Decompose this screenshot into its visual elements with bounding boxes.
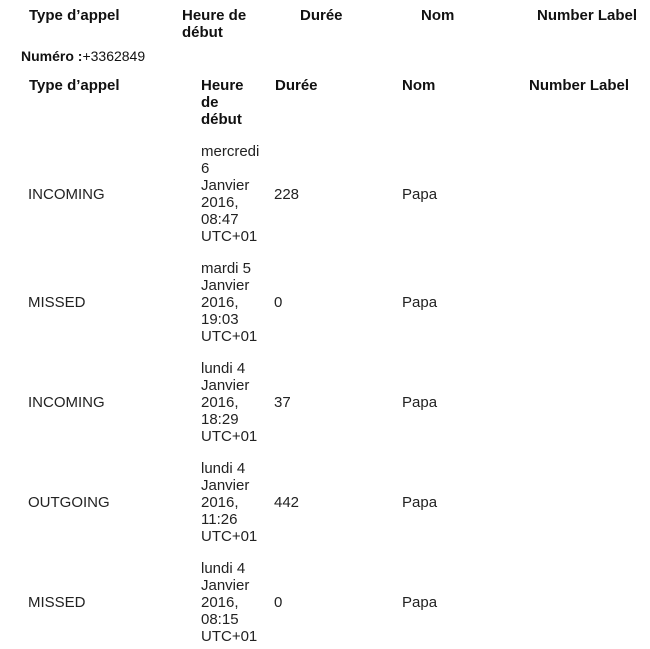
time-line: 18:29 [201,411,239,428]
time-line: 2016, [201,194,239,211]
call-start-time [201,560,267,645]
call-duration: 0 [274,594,283,611]
call-type: MISSED [28,294,86,311]
call-type: OUTGOING [28,494,110,511]
call-start-time [201,143,267,245]
call-duration: 442 [274,494,300,511]
time-line: 6 [201,160,210,177]
contact-name: Papa [402,494,438,511]
time-line: UTC+01 [201,528,258,545]
call-duration: 37 [274,394,291,411]
column-start-time-line3: début [201,111,242,128]
call-start-time [201,460,267,545]
phone-number-value: +3362849 [82,48,146,64]
time-line: Janvier [201,477,250,494]
header-name: Nom [421,7,455,24]
time-line: Janvier [201,277,250,294]
time-line: UTC+01 [201,328,258,345]
contact-name: Papa [402,294,438,311]
contact-name: Papa [402,186,438,203]
column-start-time [201,77,244,128]
time-line: 08:15 [201,611,239,628]
column-start-time-line2: de [201,94,219,111]
column-duration: Durée [275,77,318,94]
time-line: 2016, [201,294,239,311]
column-start-time-line1: Heure [201,77,244,94]
phone-number [21,48,145,65]
time-line: 08:47 [201,211,239,228]
phone-number-label: Numéro : [21,48,83,64]
column-name: Nom [402,77,436,94]
column-call-type: Type d’appel [29,77,120,94]
time-line: 19:03 [201,311,239,328]
time-line: lundi 4 [201,360,246,377]
call-duration: 228 [274,186,300,203]
header-call-type: Type d’appel [29,7,120,24]
call-duration: 0 [274,294,283,311]
time-line: Janvier [201,177,250,194]
header-start-time-line2: début [182,24,223,41]
time-line: 11:26 [201,511,238,528]
call-type: MISSED [28,594,86,611]
time-line: 2016, [201,594,239,611]
column-number-label: Number Label [529,77,630,94]
call-start-time [201,260,267,345]
time-line: UTC+01 [201,428,258,445]
time-line: mercredi [201,143,260,160]
header-start-time [182,7,246,41]
header-start-time-line1: Heure de [182,7,247,24]
time-line: UTC+01 [201,228,258,245]
call-start-time [201,360,267,445]
call-type: INCOMING [28,186,105,203]
time-line: lundi 4 [201,560,246,577]
header-number-label: Number Label [537,7,638,24]
time-line: Janvier [201,577,250,594]
time-line: mardi 5 [201,260,252,277]
time-line: UTC+01 [201,628,258,645]
time-line: lundi 4 [201,460,246,477]
time-line: 2016, [201,394,239,411]
header-duration: Durée [300,7,343,24]
call-type: INCOMING [28,394,105,411]
time-line: 2016, [201,494,239,511]
time-line: Janvier [201,377,250,394]
contact-name: Papa [402,594,438,611]
contact-name: Papa [402,394,438,411]
